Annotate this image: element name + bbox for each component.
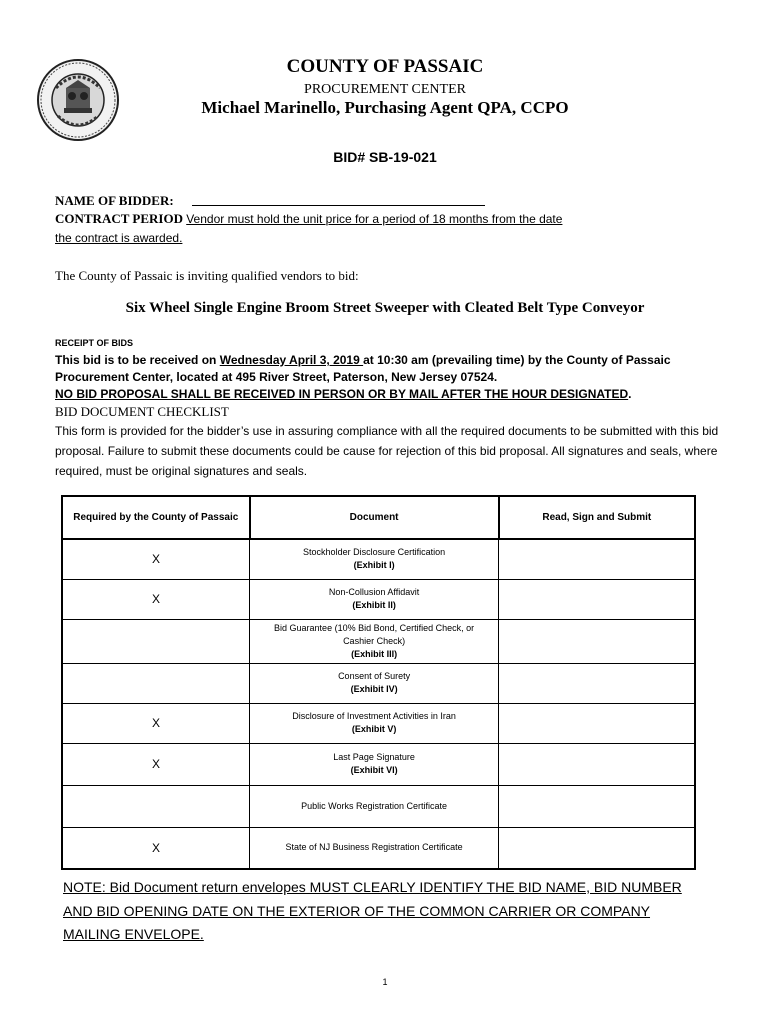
purchasing-agent-title: Michael Marinello, Purchasing Agent QPA, CCPO [201, 98, 569, 117]
required-mark: X [62, 579, 250, 619]
document-name: Public Works Registration Certificate [301, 800, 448, 811]
county-title: COUNTY OF PASSAIC [286, 56, 484, 77]
document-name: Consent of Surety [338, 671, 411, 681]
document-name: Cashier Check) [343, 635, 406, 646]
checklist-heading: BID DOCUMENT CHECKLIST [55, 404, 229, 419]
header-document: Document [250, 496, 499, 539]
invitation-text: The County of Passaic is inviting qualified vendors to bid: [55, 268, 359, 283]
header-required: Required by the County of Passaic [62, 496, 250, 539]
document-name-cell [250, 663, 499, 703]
document-name: Bid Guarantee (10% Bid Bond, Certified Check, or [274, 622, 475, 633]
read-sign-submit-cell[interactable] [499, 539, 695, 579]
exhibit-label: (Exhibit VI) [350, 765, 398, 775]
required-mark [62, 619, 250, 663]
exhibit-label: (Exhibit II) [352, 600, 396, 610]
document-name-cell [250, 743, 499, 785]
required-mark [62, 663, 250, 703]
late-bid-notice: NO BID PROPOSAL SHALL BE RECEIVED IN PERSON OR BY MAIL AFTER THE HOUR DESIGNATED [55, 387, 629, 401]
receipt-text-end: at 10:30 am (prevailing time) by the County of Passaic Procurement Center, located at 495 River Street, Paterson, New Jersey 07524. [55, 353, 671, 384]
procurement-center-title: PROCUREMENT CENTER [304, 82, 466, 97]
document-name-cell [250, 827, 499, 869]
checklist-description: This form is provided for the bidder’s use in assuring compliance with all the required documents to be submitted with this bid proposal. Failure to submit these documents could be cause for rejection of this bid proposal. All signatures and seals, where required, must be original signatures and seals. [55, 424, 719, 478]
required-mark: X [62, 743, 250, 785]
required-mark: X [62, 539, 250, 579]
exhibit-label: (Exhibit V) [351, 724, 397, 734]
document-name-cell [250, 703, 499, 743]
required-mark [62, 785, 250, 827]
receipt-text-start: This bid is to be received on [55, 353, 220, 367]
note-line-3: MAILING ENVELOPE. [63, 926, 204, 942]
table-row [62, 743, 695, 785]
bid-due-date: Wednesday April 3, 2019 [219, 353, 364, 367]
read-sign-submit-cell[interactable] [499, 743, 695, 785]
document-name: State of NJ Business Registration Certificate [285, 842, 463, 853]
table-row [62, 703, 695, 743]
document-name-cell [250, 579, 499, 619]
table-row [62, 785, 695, 827]
receipt-of-bids-heading: RECEIPT OF BIDS [55, 338, 134, 348]
document-name-cell [250, 539, 499, 579]
exhibit-label: (Exhibit IV) [350, 684, 398, 694]
bid-document-checklist-table [61, 495, 696, 870]
note-line-2: AND BID OPENING DATE ON THE EXTERIOR OF THE COMMON CARRIER OR COMPANY [63, 902, 651, 919]
document-name: Stockholder Disclosure Certification [303, 547, 446, 558]
exhibit-label: (Exhibit III) [351, 648, 398, 659]
bidder-name-blank-line [192, 205, 485, 206]
document-name: Last Page Signature [333, 752, 415, 762]
table-header-row [62, 496, 695, 539]
note-line-1: NOTE: Bid Document return envelopes MUST CLEARLY IDENTIFY THE BID NAME, BID NUMBER [63, 879, 682, 895]
table-row [62, 539, 695, 579]
receipt-of-bids-text [55, 352, 725, 403]
page-number: 1 [382, 977, 388, 987]
document-name: Disclosure of Investment Activities in Iran [292, 711, 456, 721]
bid-number: BID# SB-19-021 [333, 149, 437, 165]
contract-period-line [55, 211, 562, 227]
late-bid-notice-period: . [628, 387, 632, 401]
read-sign-submit-cell[interactable] [499, 579, 695, 619]
document-name: Non-Collusion Affidavit [328, 587, 420, 597]
required-mark: X [62, 703, 250, 743]
document-name-cell [250, 619, 499, 663]
table-row [62, 663, 695, 703]
bid-item-title: Six Wheel Single Engine Broom Street Sweeper with Cleated Belt Type Conveyor [125, 300, 645, 316]
document-name-cell [250, 785, 499, 827]
exhibit-label: (Exhibit I) [353, 560, 395, 571]
read-sign-submit-cell[interactable] [499, 827, 695, 869]
contract-period-label: CONTRACT PERIOD [55, 211, 183, 226]
contract-period-text: Vendor must hold the unit price for a period of 18 months from the date [186, 212, 563, 226]
bidder-name-label: NAME OF BIDDER: [55, 193, 174, 208]
read-sign-submit-cell[interactable] [499, 619, 695, 663]
table-row [62, 827, 695, 869]
header-read-sign-submit: Read, Sign and Submit [499, 496, 695, 539]
read-sign-submit-cell[interactable] [499, 785, 695, 827]
table-row [62, 619, 695, 663]
contract-period-text-continued: the contract is awarded. [55, 231, 183, 245]
envelope-note [63, 876, 713, 947]
table-row [62, 579, 695, 619]
read-sign-submit-cell[interactable] [499, 663, 695, 703]
read-sign-submit-cell[interactable] [499, 703, 695, 743]
required-mark: X [62, 827, 250, 869]
